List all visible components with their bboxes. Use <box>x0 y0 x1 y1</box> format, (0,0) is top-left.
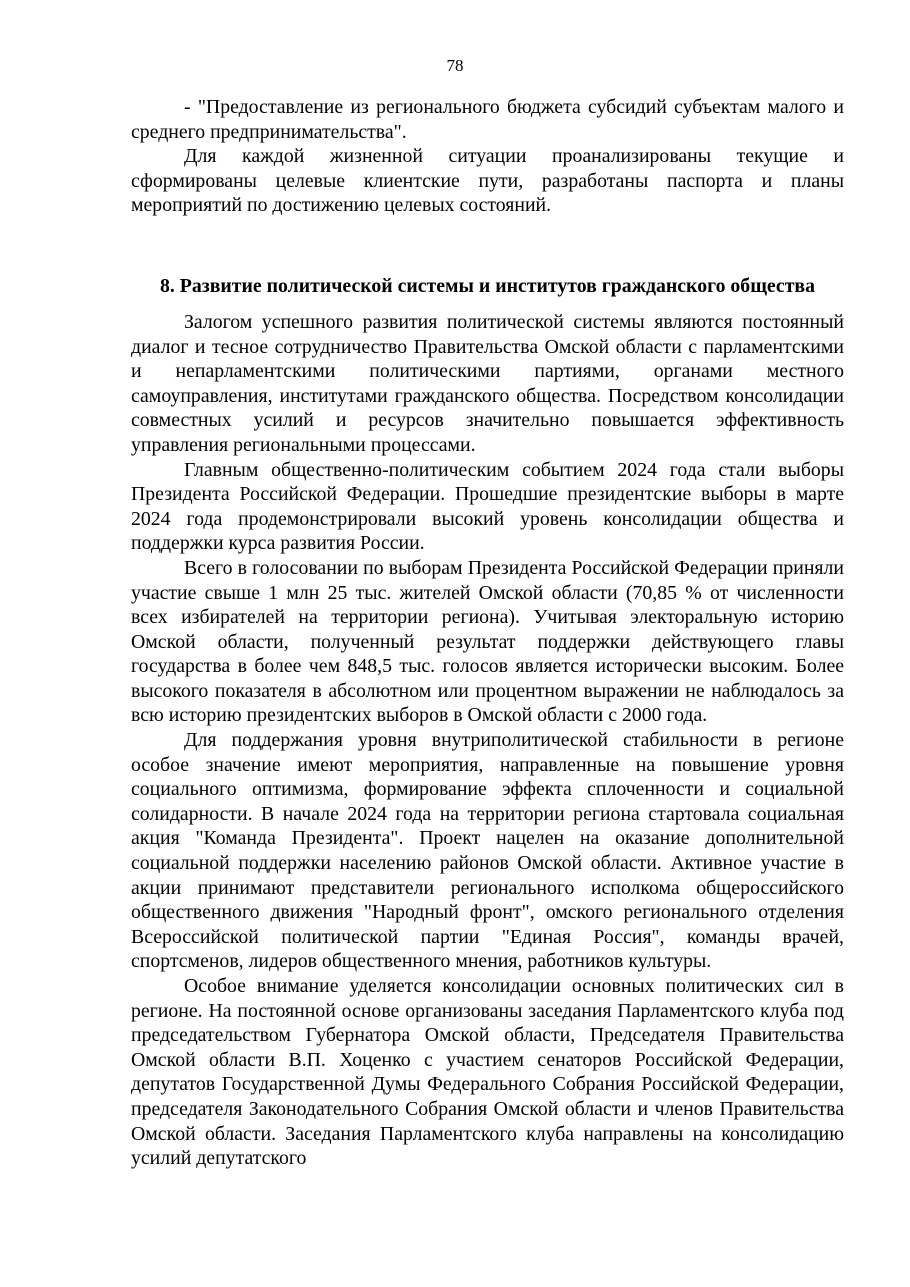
page-number: 78 <box>446 56 464 75</box>
intro-paragraph: Для каждой жизненной ситуации проанализированы текущие и сформированы целевые клиентские пути, разработаны паспорта и планы мероприятий по достижению целевых состояний. <box>131 145 844 217</box>
spacer <box>131 298 844 310</box>
spacer <box>131 218 844 274</box>
document-body <box>131 95 844 1171</box>
body-paragraph: Всего в голосовании по выборам Президента Российской Федерации приняли участие свыше 1 млн 25 тыс. жителей Омской области (70,85 % от численности всех избирателей на территории региона). Учитывая электоральную историю Омской области, полученный результат поддержки действующего главы государства в более чем 848,5 тыс. голосов является исторически высоким. Более высокого показателя в абсолютном или процентном выражении не наблюдалось за всю историю президентских выборов в Омской области с 2000 года. <box>131 556 844 727</box>
body-paragraph: Главным общественно-политическим событием 2024 года стали выборы Президента Российской Федерации. Прошедшие президентские выборы в марте 2024 года продемонстрировали высокий уровень консолидации общества и поддержки курса развития России. <box>131 458 844 555</box>
section-heading: 8. Развитие политической системы и институтов гражданского общества <box>160 274 815 297</box>
intro-paragraph: - "Предоставление из регионального бюджета субсидий субъектам малого и среднего предпринимательства". <box>131 96 844 143</box>
body-paragraph: Для поддержания уровня внутриполитической стабильности в регионе особое значение имеют мероприятия, направленные на повышение уровня социального оптимизма, формирование эффекта сплоченности и социальной солидарности. В начале 2024 года на территории региона стартовала социальная акция "Команда Президента". Проект нацелен на оказание дополнительной социальной поддержки населению районов Омской области. Активное участие в акции принимают представители регионального исполкома общероссийского общественного движения "Народный фронт", омского регионального отделения Всероссийской политической партии "Единая Россия", команды врачей, спортсменов, лидеров общественного мнения, работников культуры. <box>131 729 844 973</box>
body-paragraph: Особое внимание уделяется консолидации основных политических сил в регионе. На постоянной основе организованы заседания Парламентского клуба под председательством Губернатора Омской области, Председателя Правительства Омской области В.П. Хоценко с участием сенаторов Российской Федерации, депутатов Государственной Думы Федерального Собрания Российской Федерации, председателя Законодательного Собрания Омской области и членов Правительства Омской области. Заседания Парламентского клуба направлены на консолидацию усилий депутатского <box>131 975 844 1170</box>
body-paragraph: Залогом успешного развития политической системы являются постоянный диалог и тесное сотрудничество Правительства Омской области с парламентскими и непарламентскими политическими партиями, органами местного самоуправления, институтами гражданского общества. Посредством консолидации совместных усилий и ресурсов значительно повышается эффективность управления региональными процессами. <box>131 310 844 456</box>
